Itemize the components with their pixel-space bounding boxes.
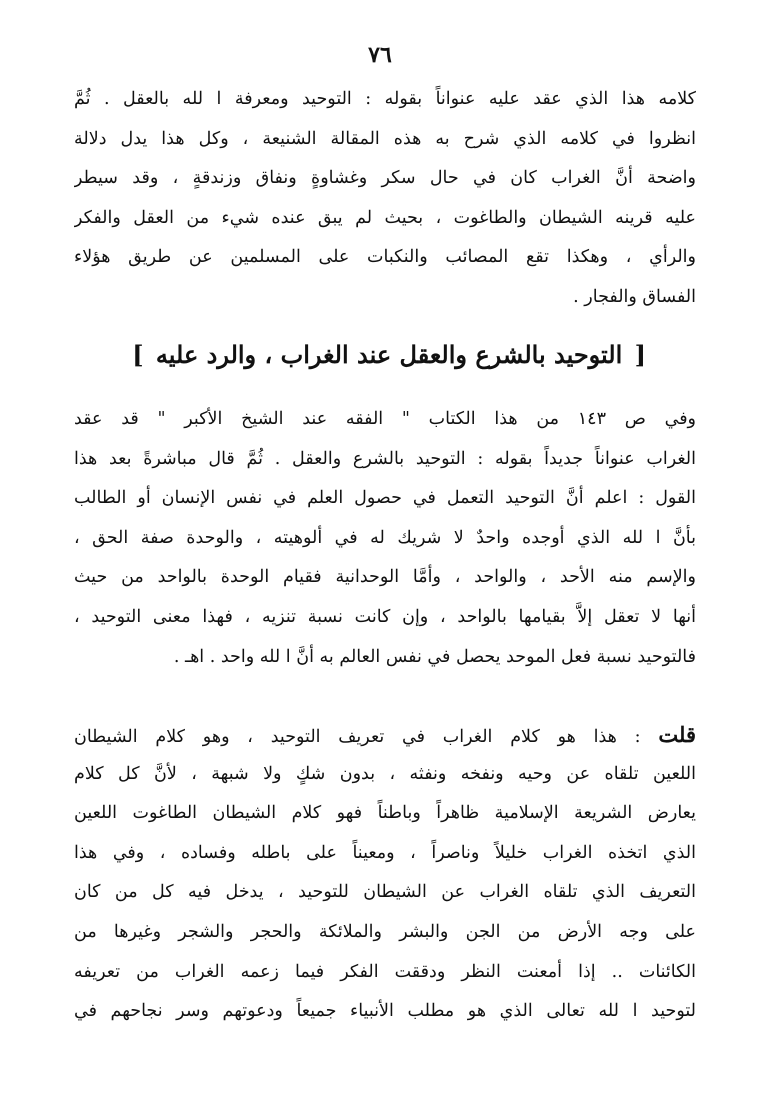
text-line: عليه قرينه الشيطان والطاغوت ، بحيث لم يبق عنده شيء من العقل والفكر [74, 207, 696, 228]
text-line: كلامه هذا الذي عقد عليه عنواناً بقوله : التوحيد ومعرفة ا لله بالعقل . ثُمَّ [74, 89, 696, 109]
heading-open-bracket: [ [634, 340, 646, 369]
text-line: القول : اعلم أنَّ التوحيد التعمل في حصول العلم في نفس الإنسان أو الطالب [74, 488, 696, 509]
heading-text: التوحيد بالشرع والعقل عند الغراب ، والرد عليه [155, 340, 623, 369]
text-line: لتوحيد ا لله تعالى الذي هو مطلب الأنبياء جميعاً ودعوتهم وسر نجاحهم في [74, 1001, 696, 1022]
text-line: الفساق والفجار . [573, 286, 696, 307]
text-line: وفي ص ١٤٣ من هذا الكتاب " الفقه عند الشيخ الأكبر " قد عقد [74, 409, 696, 429]
text-line: واضحة أنَّ الغراب كان في حال سكر وغشاوةٍ ونفاق وزندقةٍ ، وقد سيطر [74, 168, 696, 189]
text-line: اللعين تلقاه عن وحيه ونفخه ونفثه ، بدون شكٍ ولا شبهة ، لأنَّ كل كلام [74, 763, 696, 784]
lead-line-rest: : هذا هو كلام الغراب في تعريف التوحيد ، وهو كلام الشيطان [74, 727, 659, 747]
text-line: على وجه الأرض من الجن والبشر والملائكة والحجر والشجر وغيرها من [74, 921, 696, 942]
text-line: الذي اتخذه الغراب خليلاً وناصراً ، ومعيناً على باطله وفساده ، وفي هذا [74, 842, 696, 863]
text-line: الكائنات .. إذا أمعنت النظر ودققت الفكر فيما زعمه الغراب من تعريفه [74, 961, 696, 982]
text-line: الغراب عنواناً جديداً بقوله : التوحيد بالشرع والعقل . ثُمَّ قال مباشرةً بعد هذا [74, 448, 696, 469]
paragraph-3 [74, 715, 696, 1032]
text-line: التعريف الذي تلقاه الغراب عن الشيطان للتوحيد ، يدخل فيه كل من كان [74, 882, 696, 903]
paragraph-2 [74, 400, 696, 677]
text-line: بأنَّ ا لله الذي أوجده واحدٌ لا شريك له في ألوهيته ، والوحدة صفة الحق ، [74, 527, 696, 548]
heading-close-bracket: ] [132, 340, 144, 369]
paragraph-1 [74, 80, 696, 318]
lead-word: قلت [658, 722, 696, 747]
text-line: انظروا في كلامه الذي شرح به هذه المقالة الشنيعة ، وكل هذا يدل دلالة [74, 128, 696, 149]
text-line: والرأي ، وهكذا تقع المصائب والنكبات على المسلمين عن طريق هؤلاء [74, 247, 696, 268]
text-line: فالتوحيد نسبة فعل الموحد يحصل في نفس العالم به أنَّ ا لله واحد . اهـ . [173, 646, 696, 667]
section-heading [128, 340, 650, 369]
page-number: ٧٦ [368, 42, 392, 68]
text-line: والإسم منه الأحد ، والواحد ، وأمَّا الوحدانية فقيام الوحدة بالواحد من حيث [74, 567, 696, 588]
text-line: يعارض الشريعة الإسلامية ظاهراً وباطناً فهو كلام الشيطان الطاغوت اللعين [74, 803, 696, 824]
text-line: أنها لا تعقل إلاَّ بقيامها بالواحد ، وإن كانت نسبة تنزيه ، فهذا معنى التوحيد ، [74, 606, 696, 627]
text-line [74, 715, 696, 755]
